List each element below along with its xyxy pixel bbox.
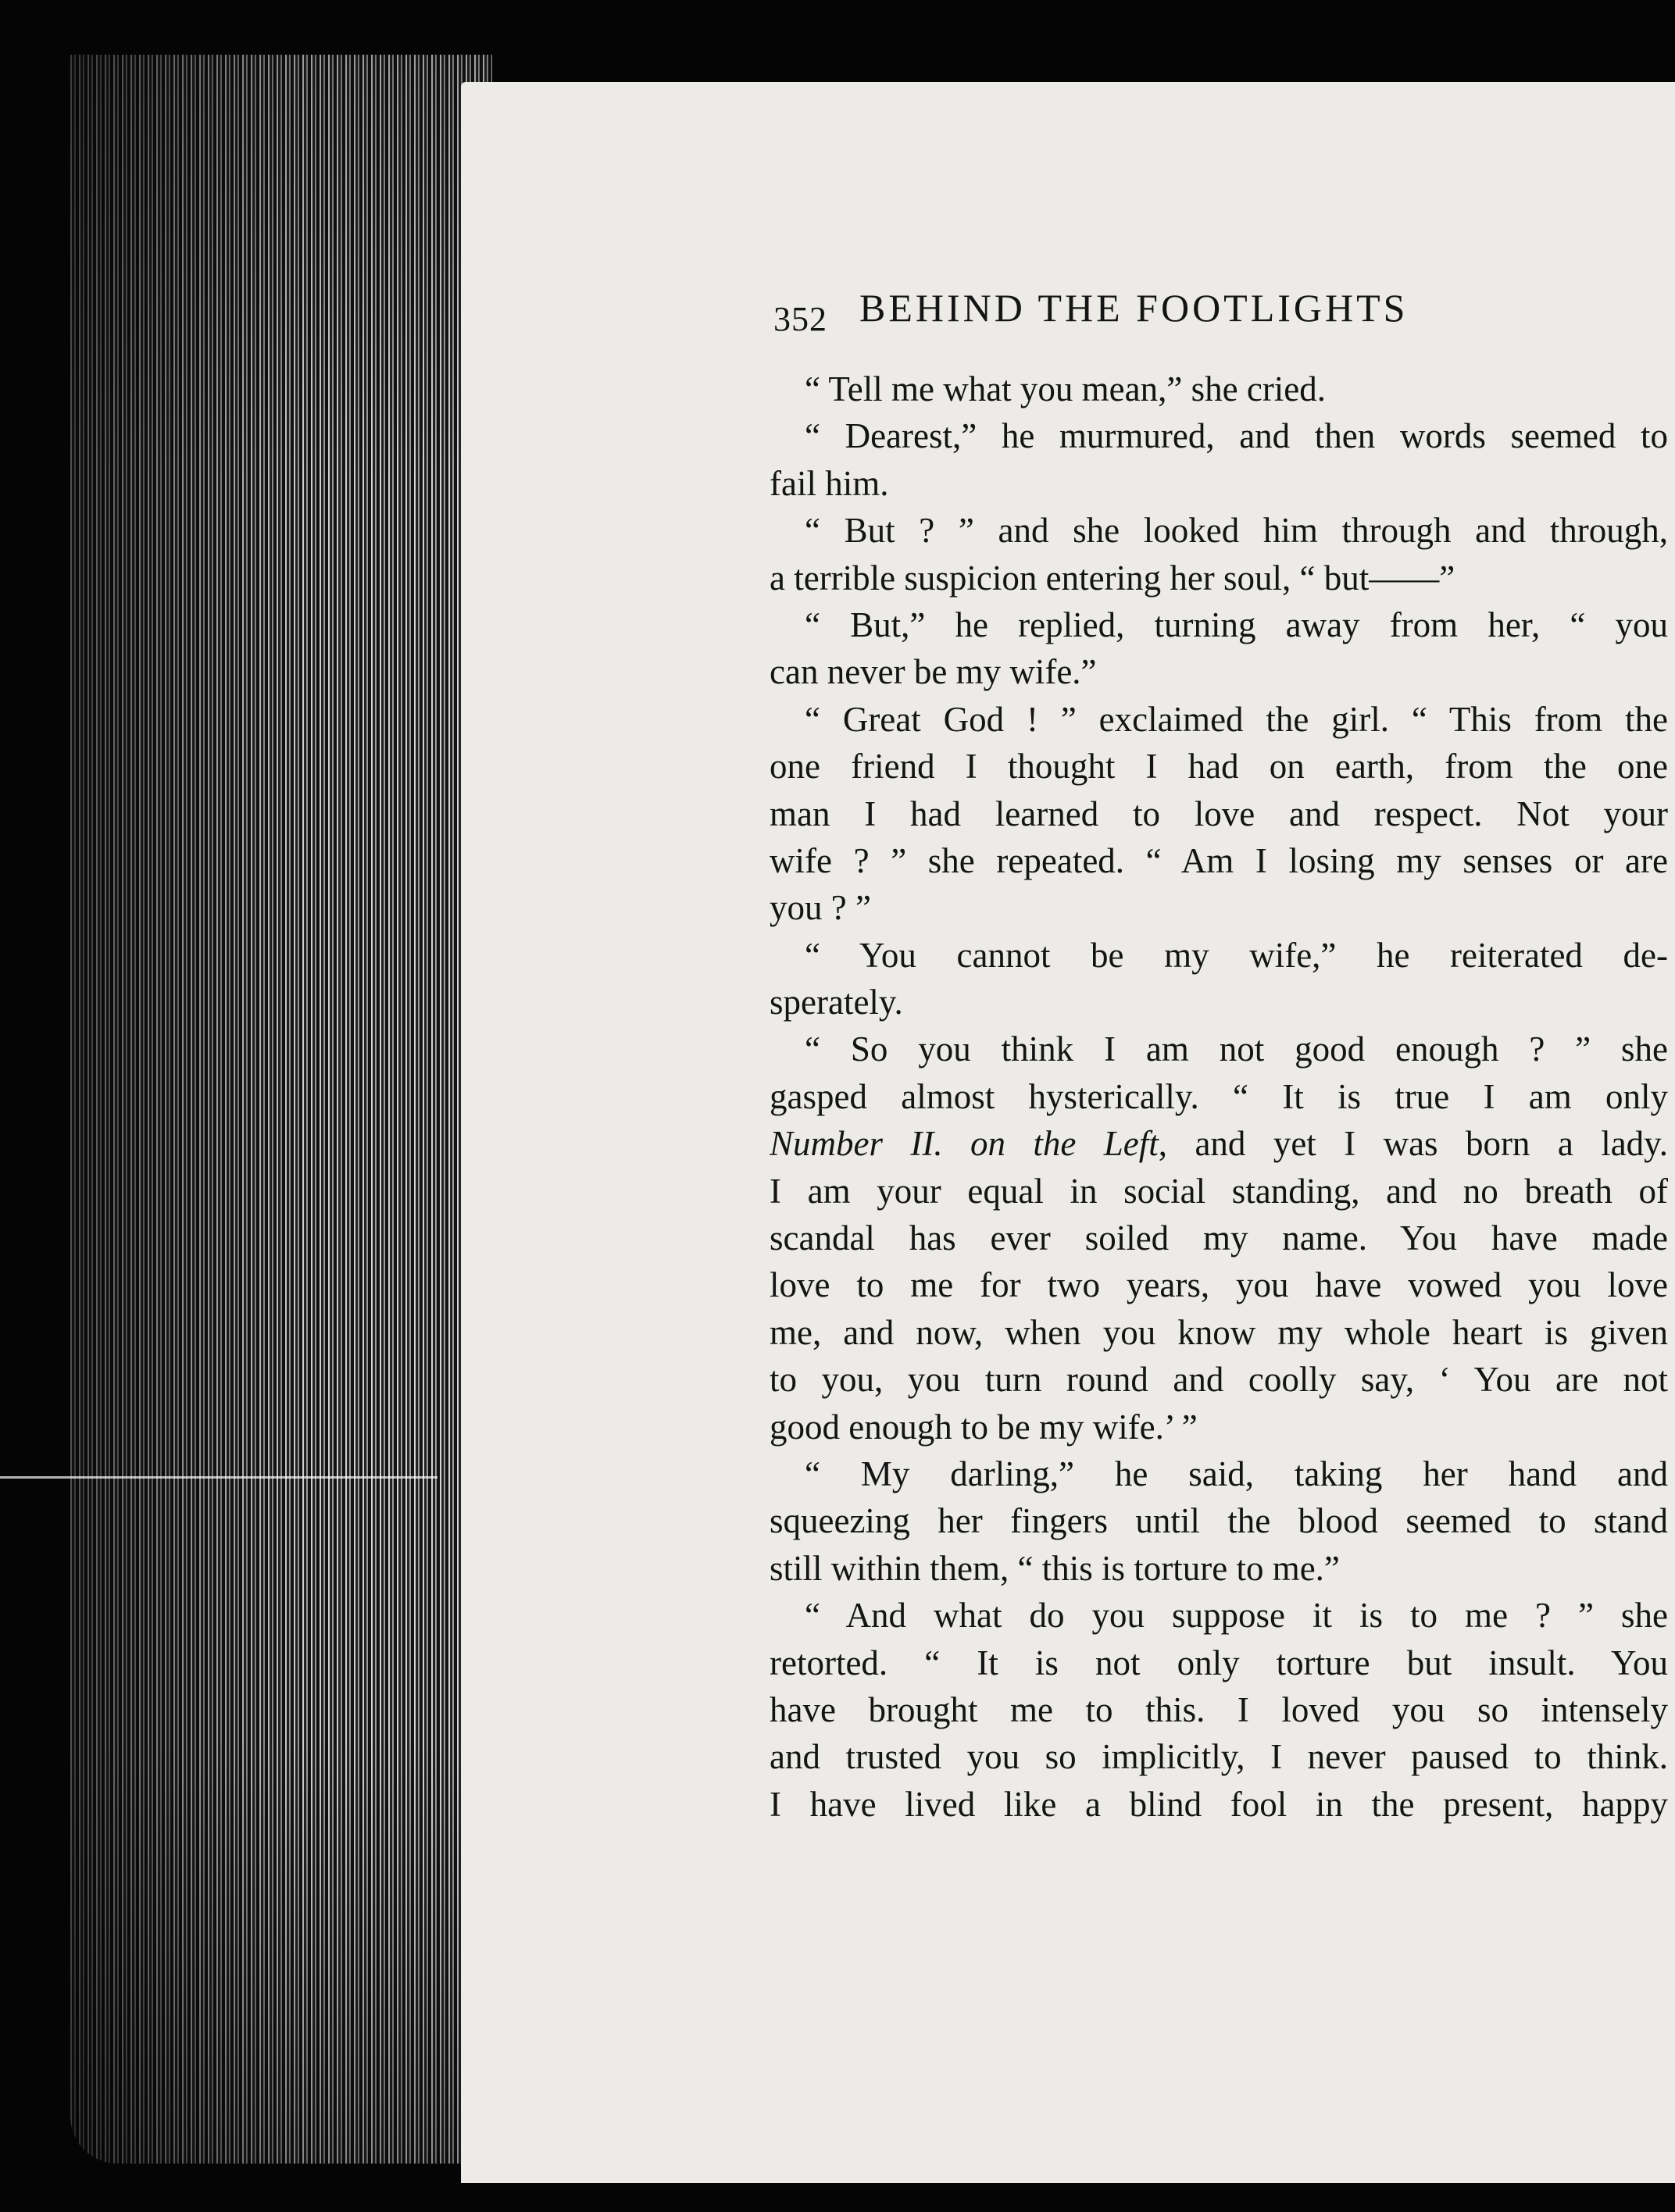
scan-artifact-line [0,1476,438,1479]
body-text [770,366,1668,1828]
text-line: good enough to be my wife.’ ” [770,1407,1198,1447]
text-line: you ? ” [770,888,871,928]
text-line: scandal has ever soiled my name. You have made [770,1218,1668,1258]
text-line: me, and now, when you know my whole heart is given [770,1312,1668,1352]
text-line: “ You cannot be my wife,” he reiterated de- [805,935,1668,975]
text-line: sperately. [770,983,903,1022]
text-line: “ My darling,” he said, taking her hand and [805,1454,1668,1493]
text-line [770,1120,1668,1167]
text-line: wife ? ” she repeated. “ Am I losing my senses or are [770,840,1668,880]
text-line: gasped almost hysterically. “ It is true I am only [770,1076,1668,1116]
running-title: BEHIND THE FOOTLIGHTS [859,286,1409,330]
text-line: “ Great God ! ” exclaimed the girl. “ This from the [805,699,1668,739]
text-line: man I had learned to love and respect. Not your [770,794,1668,833]
text-line: retorted. “ It is not only torture but insult. You [770,1643,1668,1682]
text-line: a terrible suspicion entering her soul, “ but——” [770,558,1455,598]
text-line: “ And what do you suppose it is to me ? ” she [805,1596,1668,1636]
text-line: still within them, “ this is torture to me.” [770,1548,1340,1588]
text-line: fail him. [770,463,889,503]
page-edges-shadow [70,55,492,2164]
text-line: one friend I thought I had on earth, from the one [770,747,1668,787]
text-line: squeezing her fingers until the blood seemed to stand [770,1501,1668,1541]
text-line: and trusted you so implicitly, I never paused to think. [770,1737,1668,1777]
text-line: “ But ? ” and she looked him through and through, [805,511,1668,551]
page-header [773,285,1672,340]
text-line: have brought me to this. I loved you so intensely [770,1689,1668,1729]
text-line: “ So you think I am not good enough ? ” she [805,1029,1668,1069]
text-line: “ But,” he replied, turning away from her, “ you [805,605,1668,644]
text-line: to you, you turn round and coolly say, ‘ You are not [770,1360,1668,1400]
text-line: “ Tell me what you mean,” she cried. [805,369,1327,409]
text-line: can never be my wife.” [770,652,1097,692]
text-line: “ Dearest,” he murmured, and then words seemed to [805,416,1668,456]
page-number: 352 [773,300,827,338]
text-line: I have lived like a blind fool in the present, happy [770,1784,1668,1824]
text-span: , and yet I was born a lady. [1158,1124,1668,1164]
text-line: love to me for two years, you have vowed you love [770,1265,1668,1305]
text-line: I am your equal in social standing, and no breath of [770,1171,1668,1211]
italic-title: Number II. on the Left [770,1124,1159,1164]
